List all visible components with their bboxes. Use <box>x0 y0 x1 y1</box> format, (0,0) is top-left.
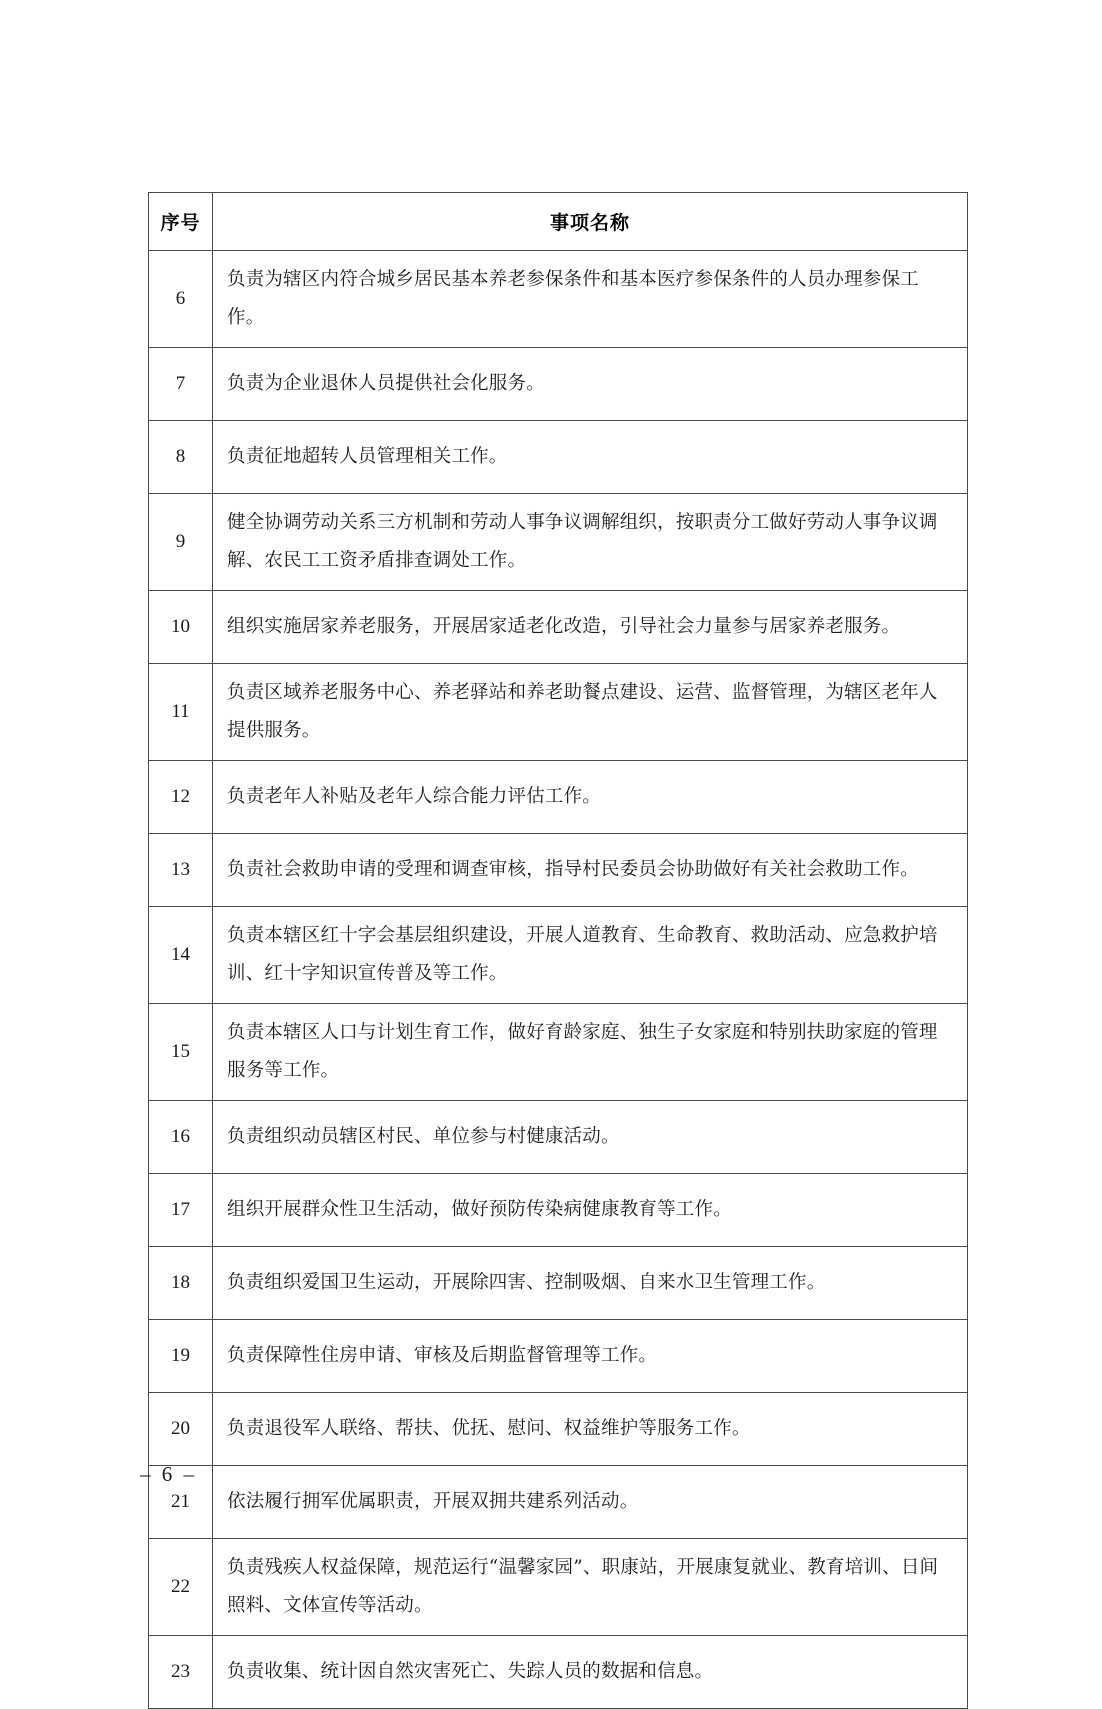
table-row <box>149 1539 968 1636</box>
row-sequence-number: 22 <box>149 1539 213 1636</box>
table-row <box>149 1004 968 1101</box>
row-sequence-number: 11 <box>149 664 213 761</box>
row-item-name: 负责收集、统计因自然灾害死亡、失踪人员的数据和信息。 <box>213 1636 968 1709</box>
row-sequence-number: 14 <box>149 907 213 1004</box>
table-header <box>149 193 968 251</box>
table-row <box>149 1636 968 1709</box>
table-row <box>149 1101 968 1174</box>
row-item-name: 组织实施居家养老服务，开展居家适老化改造，引导社会力量参与居家养老服务。 <box>213 591 968 664</box>
row-item-name: 负责征地超转人员管理相关工作。 <box>213 421 968 494</box>
row-sequence-number: 9 <box>149 494 213 591</box>
table-body <box>149 251 968 1709</box>
row-sequence-number: 18 <box>149 1247 213 1320</box>
row-sequence-number: 13 <box>149 834 213 907</box>
table-row <box>149 907 968 1004</box>
row-item-name: 负责残疾人权益保障，规范运行“温馨家园”、职康站，开展康复就业、教育培训、日间照料、文体宣传等活动。 <box>213 1539 968 1636</box>
table-row <box>149 421 968 494</box>
row-sequence-number: 15 <box>149 1004 213 1101</box>
row-item-name: 负责退役军人联络、帮扶、优抚、慰问、权益维护等服务工作。 <box>213 1393 968 1466</box>
table-row <box>149 1320 968 1393</box>
table-row <box>149 761 968 834</box>
row-item-name: 负责为企业退休人员提供社会化服务。 <box>213 348 968 421</box>
row-item-name: 负责保障性住房申请、审核及后期监督管理等工作。 <box>213 1320 968 1393</box>
row-item-name: 负责为辖区内符合城乡居民基本养老参保条件和基本医疗参保条件的人员办理参保工作。 <box>213 251 968 348</box>
row-sequence-number: 20 <box>149 1393 213 1466</box>
row-item-name: 依法履行拥军优属职责，开展双拥共建系列活动。 <box>213 1466 968 1539</box>
table-row <box>149 1393 968 1466</box>
row-item-name: 负责本辖区人口与计划生育工作，做好育龄家庭、独生子女家庭和特别扶助家庭的管理服务等工作。 <box>213 1004 968 1101</box>
table-row <box>149 1174 968 1247</box>
table-row <box>149 251 968 348</box>
table-row <box>149 664 968 761</box>
row-item-name: 组织开展群众性卫生活动，做好预防传染病健康教育等工作。 <box>213 1174 968 1247</box>
row-item-name: 负责组织爱国卫生运动，开展除四害、控制吸烟、自来水卫生管理工作。 <box>213 1247 968 1320</box>
row-sequence-number: 8 <box>149 421 213 494</box>
row-sequence-number: 17 <box>149 1174 213 1247</box>
table-row <box>149 834 968 907</box>
row-sequence-number: 23 <box>149 1636 213 1709</box>
row-sequence-number: 16 <box>149 1101 213 1174</box>
row-sequence-number: 21 <box>149 1466 213 1539</box>
row-sequence-number: 6 <box>149 251 213 348</box>
row-item-name: 健全协调劳动关系三方机制和劳动人事争议调解组织，按职责分工做好劳动人事争议调解、农民工工资矛盾排查调处工作。 <box>213 494 968 591</box>
row-sequence-number: 7 <box>149 348 213 421</box>
row-item-name: 负责社会救助申请的受理和调查审核，指导村民委员会协助做好有关社会救助工作。 <box>213 834 968 907</box>
row-item-name: 负责区域养老服务中心、养老驿站和养老助餐点建设、运营、监督管理，为辖区老年人提供服务。 <box>213 664 968 761</box>
row-item-name: 负责老年人补贴及老年人综合能力评估工作。 <box>213 761 968 834</box>
row-item-name: 负责组织动员辖区村民、单位参与村健康活动。 <box>213 1101 968 1174</box>
page-footer: – 6 – <box>140 1462 197 1486</box>
row-sequence-number: 10 <box>149 591 213 664</box>
row-sequence-number: 12 <box>149 761 213 834</box>
row-sequence-number: 19 <box>149 1320 213 1393</box>
table-row <box>149 591 968 664</box>
table-header-row <box>149 193 968 251</box>
row-item-name: 负责本辖区红十字会基层组织建设，开展人道教育、生命教育、救助活动、应急救护培训、红十字知识宣传普及等工作。 <box>213 907 968 1004</box>
table-row <box>149 348 968 421</box>
column-header-seq: 序号 <box>149 193 213 251</box>
column-header-name: 事项名称 <box>213 193 968 251</box>
table-row <box>149 1247 968 1320</box>
table-row <box>149 494 968 591</box>
